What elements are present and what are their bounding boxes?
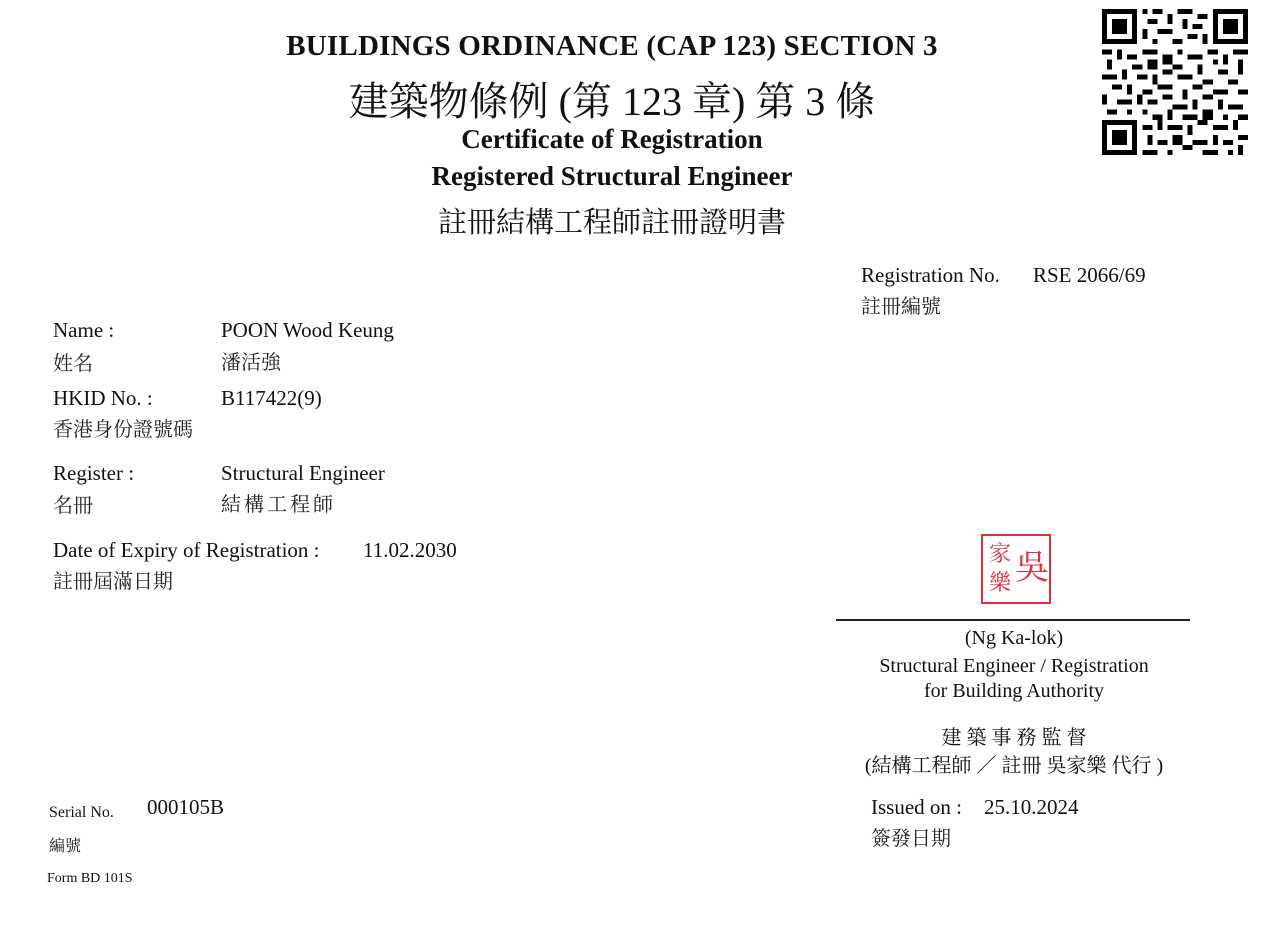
hkid-label: HKID No. : bbox=[53, 386, 153, 410]
register-value-zh: 結構工程師 bbox=[221, 494, 336, 516]
serial-value: 000105B bbox=[147, 795, 225, 819]
signature-line bbox=[836, 619, 1190, 621]
name-value-zh: 潘活強 bbox=[221, 352, 281, 374]
issued-label-zh: 簽發日期 bbox=[871, 828, 951, 850]
signatory-name: (Ng Ka-lok) bbox=[964, 627, 1064, 649]
certificate-title: Certificate of Registration bbox=[461, 124, 763, 154]
signatory-title-2: for Building Authority bbox=[924, 680, 1104, 702]
expiry-label: Date of Expiry of Registration : bbox=[53, 538, 320, 562]
certificate-title-zh: 註冊結構工程師註冊證明書 bbox=[437, 207, 786, 239]
official-seal bbox=[981, 534, 1051, 604]
hkid-label-zh: 香港身份證號碼 bbox=[53, 419, 193, 441]
name-value: POON Wood Keung bbox=[221, 318, 394, 342]
ordinance-title-zh: 建築物條例 (第 123 章) 第 3 條 bbox=[348, 79, 876, 124]
seal-char-1: 家 樂 bbox=[988, 541, 1011, 595]
register-value: Structural Engineer bbox=[221, 461, 385, 485]
registration-no-value: RSE 2066/69 bbox=[1033, 263, 1146, 287]
registration-no-label-zh: 註冊編號 bbox=[861, 296, 941, 318]
serial-label: Serial No. bbox=[49, 804, 114, 821]
certificate-subtitle: Registered Structural Engineer bbox=[431, 161, 793, 191]
name-label-zh: 姓名 bbox=[53, 353, 93, 375]
name-label: Name : bbox=[53, 318, 115, 342]
signatory-title-1: Structural Engineer / Registration bbox=[879, 655, 1149, 677]
issued-label: Issued on : bbox=[871, 795, 962, 819]
register-label-zh: 名冊 bbox=[53, 495, 93, 517]
register-label: Register : bbox=[53, 461, 135, 485]
qr-code-icon bbox=[1102, 9, 1248, 155]
seal-char-2: 吳 bbox=[1015, 550, 1049, 587]
signatory-title-zh-2: (結構工程師 ／ 註冊 吳家樂 代行 ) bbox=[864, 755, 1164, 777]
form-number: Form BD 101S bbox=[47, 871, 133, 886]
issued-value: 25.10.2024 bbox=[984, 795, 1079, 819]
expiry-label-zh: 註冊屆滿日期 bbox=[53, 571, 173, 593]
expiry-value: 11.02.2030 bbox=[363, 538, 457, 562]
ordinance-title-en: BUILDINGS ORDINANCE (CAP 123) SECTION 3 bbox=[286, 30, 938, 62]
hkid-value: B117422(9) bbox=[221, 386, 322, 410]
serial-label-zh: 編號 bbox=[49, 838, 82, 855]
registration-no-label: Registration No. bbox=[861, 263, 1000, 287]
signatory-title-zh-1: 建 築 事 務 監 督 bbox=[941, 727, 1087, 749]
